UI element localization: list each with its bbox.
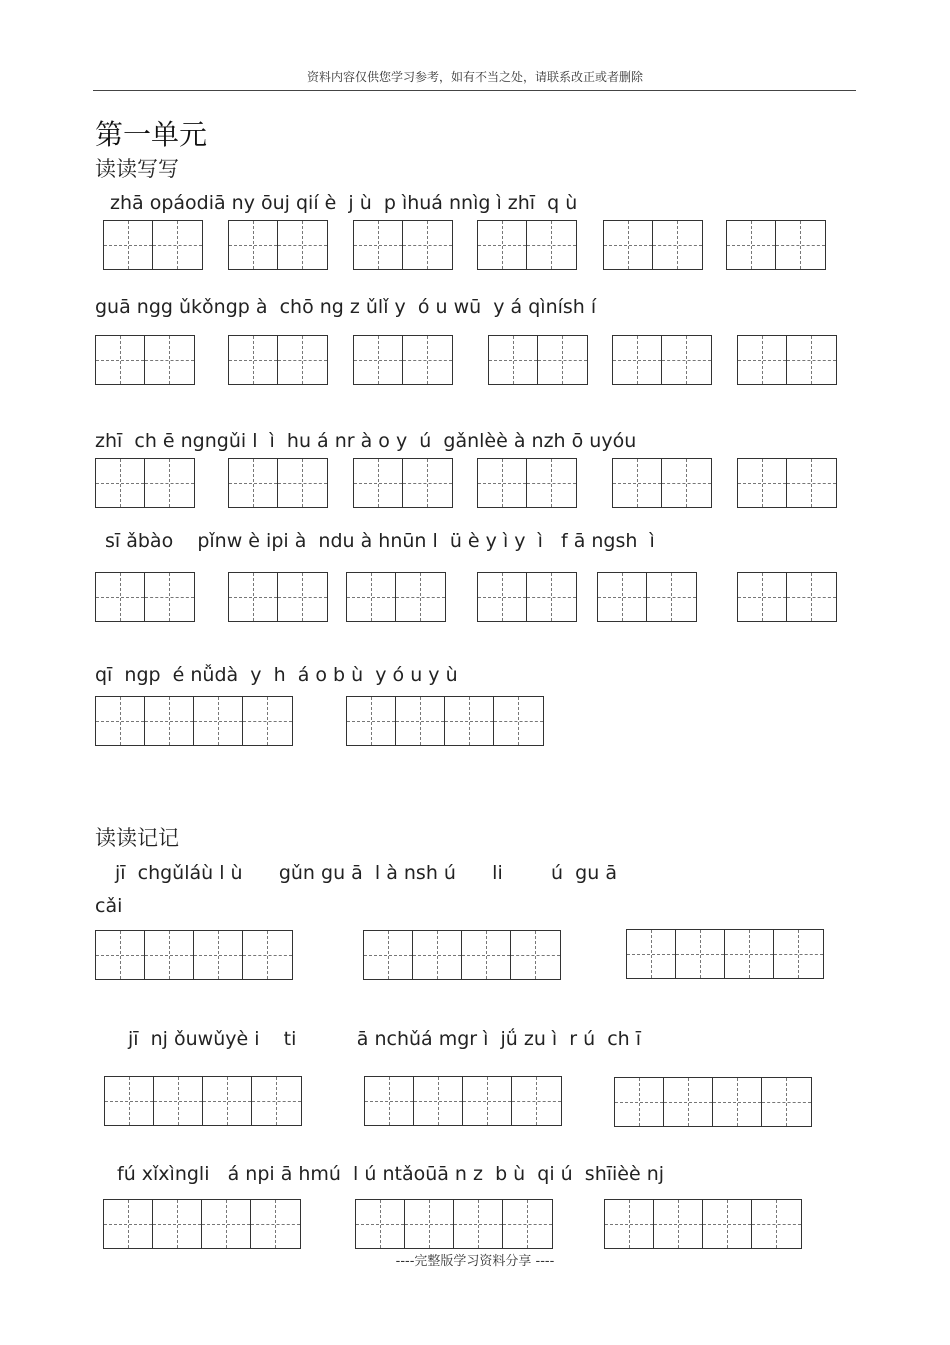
character-cell: [512, 1077, 561, 1125]
character-cell: [527, 459, 576, 507]
character-cell: [647, 573, 696, 621]
character-cell: [527, 221, 576, 269]
character-box-group: [477, 572, 577, 622]
character-cell: [96, 459, 145, 507]
character-cell: [787, 573, 836, 621]
character-cell: [598, 573, 647, 621]
character-cell: [478, 573, 527, 621]
character-box-group: [477, 220, 577, 270]
character-cell: [354, 459, 403, 507]
character-cell: [105, 1077, 154, 1125]
character-cell: [104, 1200, 153, 1248]
character-cell: [462, 931, 511, 979]
character-box-group: [603, 220, 703, 270]
character-cell: [229, 221, 278, 269]
character-cell: [403, 221, 452, 269]
character-cell: [662, 459, 711, 507]
section-title-read-remember: 读读记记: [95, 826, 179, 850]
character-cell: [653, 221, 702, 269]
pinyin-line: zhā opáodiā ny ōuj qií è j ù p ìhuá nnìg ì zhī q ù: [110, 192, 578, 214]
pinyin-line: zhī ch ē ngngǔi l ì hu á nr à o y ú gǎnlèè à nzh ō uyóu: [95, 430, 637, 452]
character-cell: [787, 336, 836, 384]
pinyin-line: qī ngp é nǚdà y h á o b ù y ó u y ù: [95, 664, 458, 686]
character-box-group: [726, 220, 826, 270]
pinyin-line: sī ǎbào pǐnw è ipi à ndu à hnūn l ü è y ì y ì f ā ngsh ì: [105, 530, 655, 552]
character-cell: [489, 336, 538, 384]
character-box-group: [95, 930, 293, 980]
character-cell: [365, 1077, 414, 1125]
pinyin-line: guā ngg ǔkǒngp à chō ng z ǔlǐ y ó u wū y á qìnísh í: [95, 296, 597, 318]
character-cell: [762, 1078, 811, 1126]
character-cell: [787, 459, 836, 507]
character-cell: [503, 1200, 552, 1248]
character-cell: [662, 336, 711, 384]
character-cell: [278, 573, 327, 621]
character-cell: [527, 573, 576, 621]
character-box-group: [626, 929, 824, 979]
character-box-group: [737, 458, 837, 508]
character-cell: [454, 1200, 503, 1248]
unit-title: 第一单元: [95, 118, 208, 151]
character-cell: [229, 459, 278, 507]
character-cell: [252, 1077, 301, 1125]
character-cell: [413, 931, 462, 979]
character-box-group: [737, 335, 837, 385]
character-cell: [356, 1200, 405, 1248]
character-cell: [738, 336, 787, 384]
character-cell: [445, 697, 494, 745]
pinyin-line: cǎi: [95, 895, 123, 917]
character-cell: [96, 697, 145, 745]
character-box-group: [353, 458, 453, 508]
character-box-group: [346, 696, 544, 746]
character-cell: [511, 931, 560, 979]
character-cell: [96, 573, 145, 621]
character-cell: [676, 930, 725, 978]
pinyin-line: jī chgǔláù l ù gǔn gu ā l à nsh ú li ú gu ā: [115, 862, 617, 884]
character-cell: [725, 930, 774, 978]
character-cell: [396, 573, 445, 621]
character-box-group: [612, 458, 712, 508]
character-box-group: [104, 1076, 302, 1126]
character-cell: [96, 931, 145, 979]
header-divider: [93, 90, 856, 91]
character-box-group: [346, 572, 446, 622]
character-cell: [153, 1200, 202, 1248]
character-box-group: [228, 572, 328, 622]
character-cell: [463, 1077, 512, 1125]
character-cell: [774, 930, 823, 978]
character-cell: [229, 573, 278, 621]
character-cell: [145, 697, 194, 745]
footer-note: ----完整版学习资料分享 ----: [395, 1254, 555, 1269]
character-box-group: [103, 220, 203, 270]
character-box-group: [604, 1199, 802, 1249]
header-disclaimer: 资料内容仅供您学习参考，如有不当之处，请联系改正或者删除: [306, 70, 643, 84]
character-cell: [203, 1077, 252, 1125]
character-box-group: [95, 572, 195, 622]
character-box-group: [597, 572, 697, 622]
character-box-group: [103, 1199, 301, 1249]
character-cell: [615, 1078, 664, 1126]
character-cell: [396, 697, 445, 745]
character-cell: [613, 459, 662, 507]
character-box-group: [363, 930, 561, 980]
character-cell: [194, 931, 243, 979]
character-cell: [776, 221, 825, 269]
character-cell: [96, 336, 145, 384]
character-cell: [403, 336, 452, 384]
character-box-group: [353, 335, 453, 385]
character-cell: [145, 459, 194, 507]
character-cell: [278, 336, 327, 384]
character-box-group: [95, 458, 195, 508]
character-box-group: [228, 335, 328, 385]
character-cell: [243, 697, 292, 745]
character-cell: [478, 459, 527, 507]
character-box-group: [355, 1199, 553, 1249]
character-cell: [229, 336, 278, 384]
character-cell: [627, 930, 676, 978]
character-cell: [478, 221, 527, 269]
character-cell: [538, 336, 587, 384]
character-cell: [278, 459, 327, 507]
character-cell: [243, 931, 292, 979]
character-cell: [145, 336, 194, 384]
pinyin-line: jī nj ǒuwǔyè i ti ā nchǔá mgr ì jǘ zu ì r ú ch ī: [128, 1028, 642, 1050]
character-cell: [278, 221, 327, 269]
character-cell: [738, 459, 787, 507]
character-cell: [364, 931, 413, 979]
character-cell: [703, 1200, 752, 1248]
character-cell: [145, 931, 194, 979]
character-cell: [713, 1078, 762, 1126]
character-cell: [664, 1078, 713, 1126]
character-cell: [202, 1200, 251, 1248]
character-box-group: [95, 696, 293, 746]
character-cell: [494, 697, 543, 745]
character-box-group: [353, 220, 453, 270]
character-cell: [347, 573, 396, 621]
character-box-group: [228, 220, 328, 270]
character-box-group: [95, 335, 195, 385]
character-cell: [154, 1077, 203, 1125]
character-cell: [354, 221, 403, 269]
character-cell: [414, 1077, 463, 1125]
character-cell: [605, 1200, 654, 1248]
pinyin-line: fú xǐxìngli á npi ā hmú l ú ntǎoūā n z b ù qi ú shīièè nj: [117, 1163, 665, 1185]
character-cell: [194, 697, 243, 745]
character-cell: [738, 573, 787, 621]
character-box-group: [612, 335, 712, 385]
character-box-group: [364, 1076, 562, 1126]
character-cell: [403, 459, 452, 507]
character-cell: [104, 221, 153, 269]
character-box-group: [614, 1077, 812, 1127]
character-box-group: [228, 458, 328, 508]
character-cell: [613, 336, 662, 384]
character-cell: [654, 1200, 703, 1248]
character-cell: [251, 1200, 300, 1248]
character-cell: [145, 573, 194, 621]
character-cell: [347, 697, 396, 745]
character-box-group: [737, 572, 837, 622]
section-title-read-write: 读读写写: [95, 157, 179, 181]
character-box-group: [477, 458, 577, 508]
character-cell: [604, 221, 653, 269]
character-cell: [727, 221, 776, 269]
character-cell: [405, 1200, 454, 1248]
character-box-group: [488, 335, 588, 385]
character-cell: [752, 1200, 801, 1248]
character-cell: [153, 221, 202, 269]
character-cell: [354, 336, 403, 384]
